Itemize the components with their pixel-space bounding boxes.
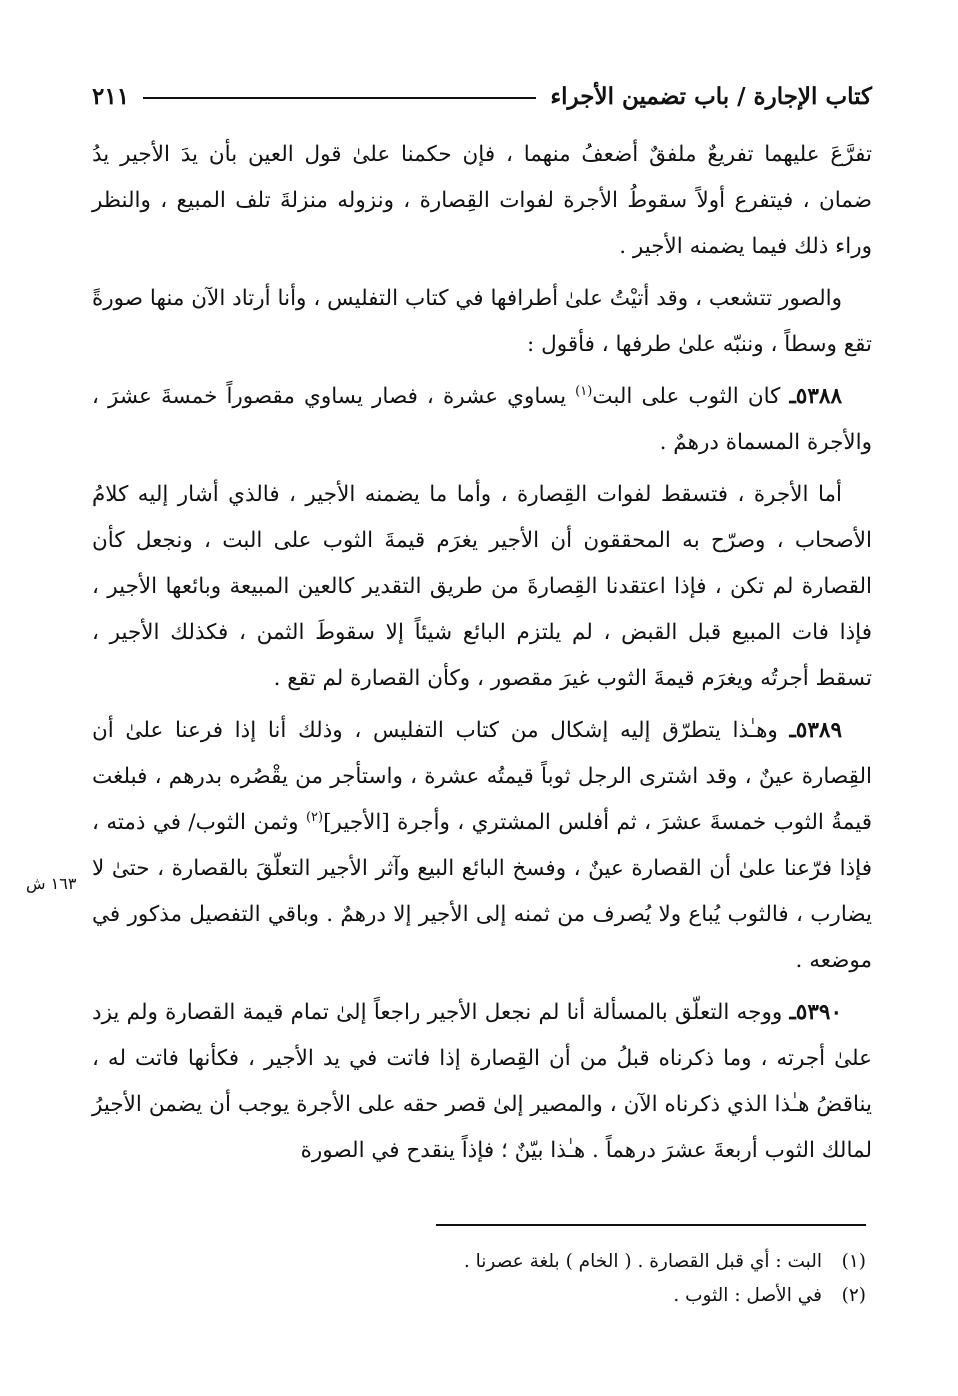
paragraph-text: ووجه التعلّق بالمسألة أنا لم نجعل الأجير راجعاً إلىٰ تمام قيمة القصارة ولم يزد علىٰ أجرته ، وما ذكرناه قبلُ من أن القِصارة إذا فاتت في يد الأجير ، فكأنها فاتت له ، يناقضُ هـٰذا الذي ذكرناه الآن ، والمصير إلىٰ قصر حقه على الأجرة يوجب أن يضمن الأجيرُ لمالك الثوب أربعةَ عشرَ درهماً . هـٰذا بيّنٌ ؛ فإذاً ينقدح في الصورة [92,1000,872,1163]
footnote-text: البت : أي قبل القصارة . ( الخام ) بلغة عصرنا . [463,1251,822,1272]
manuscript-folio-note: ١٦٣ ش [26,874,77,893]
paragraph-text: تفرَّعَ عليهما تفريعٌ ملفقٌ أضعفُ منهما ، فإن حكمنا علىٰ قول العين بأن يدَ الأجير يدُ ضمان ، فيتفرع أولاً سقوطُ الأجرة لفوات القِصارة ، ونزوله منزلةَ تلف المبيع ، والنظر وراء ذلك فيما يضمنه الأجير . [92,142,872,259]
paragraph-text: وهـٰذا يتطرّق إليه إشكال من كتاب التفليس ، وذلك أنا إذا فرعنا علىٰ أن القِصارة عينٌ ، وقد اشترى الرجل ثوباً قيمتُه عشرة ، واستأجر من يقْصُره بدرهم ، فبلغت قيمةُ الثوب خمسةَ عشرَ ، ثم أفلس المشتري ، وأجرة [الأجير] [92,718,872,835]
paragraph [92,708,872,984]
footnote-marker: (٢) [305,809,324,825]
footnote-number: (١) [841,1251,866,1272]
footnote [92,1279,866,1313]
page-number: ٢١١ [92,82,130,110]
section-number: ٥٣٩٠ـ [789,1000,842,1025]
footnote-rule [436,1224,866,1226]
footnote-text: في الأصل : الثوب . [673,1285,822,1306]
paragraph [92,276,872,368]
footnote-marker: (١) [575,383,593,399]
paragraph-text: يساوي عشرة ، فصار يساوي مقصوراً خمسةَ عشرَ ، والأجرة المسماة درهمٌ . [92,384,872,455]
paragraph [92,374,872,466]
paragraph-text: كان الثوب على البت [592,384,790,409]
paragraph-text: وثمن الثوب/ في ذمته ، فإذا فرّعنا علىٰ أن القصارة عينٌ ، وفسخ البائع البيع وآثر الأجير التعلّقَ بالقصارة ، حتىٰ لا يضارب ، فالثوب يُباع ولا يُصرف من ثمنه إلى الأجير إلا درهمٌ . وباقي التفصيل مذكور في موضعه . [92,810,872,973]
footnotes [92,1245,866,1313]
main-text [92,132,872,1180]
paragraph-text: والصور تتشعب ، وقد أتيْتُ علىٰ أطرافها في كتاب التفليس ، وأنا أرتاد الآن منها صورةً تقع وسطاً ، وننبّه علىٰ طرفها ، فأقول : [92,286,872,357]
header-rule [143,97,536,99]
paragraph [92,472,872,702]
chapter-title: كتاب الإجارة / باب تضمين الأجراء [550,82,872,110]
section-number: ٥٣٨٩ـ [789,718,842,743]
paragraph [92,990,872,1174]
running-header [92,76,872,116]
paragraph-text: أما الأجرة ، فتسقط لفوات القِصارة ، وأما ما يضمنه الأجير ، فالذي أشار إليه كلامُ الأصحاب ، وصرّح به المحققون أن الأجير يغرَم قيمةَ الثوب على البت ، ونجعل كأن القصارة لم تكن ، فإذا اعتقدنا القِصارةَ من طريق التقدير كالعين المبيعة وبائعها الأجير ، فإذا فات المبيع قبل القبض ، لم يلتزم البائع شيئاً إلا سقوطَ الثمن ، فكذلك الأجير ، تسقط أجرتُه ويغرَم قيمةَ الثوب غيرَ مقصور ، وكأن القصارة لم تقع . [92,482,872,691]
footnote [92,1245,866,1279]
section-number: ٥٣٨٨ـ [789,384,842,409]
paragraph [92,132,872,270]
footnote-number: (٢) [841,1285,866,1306]
